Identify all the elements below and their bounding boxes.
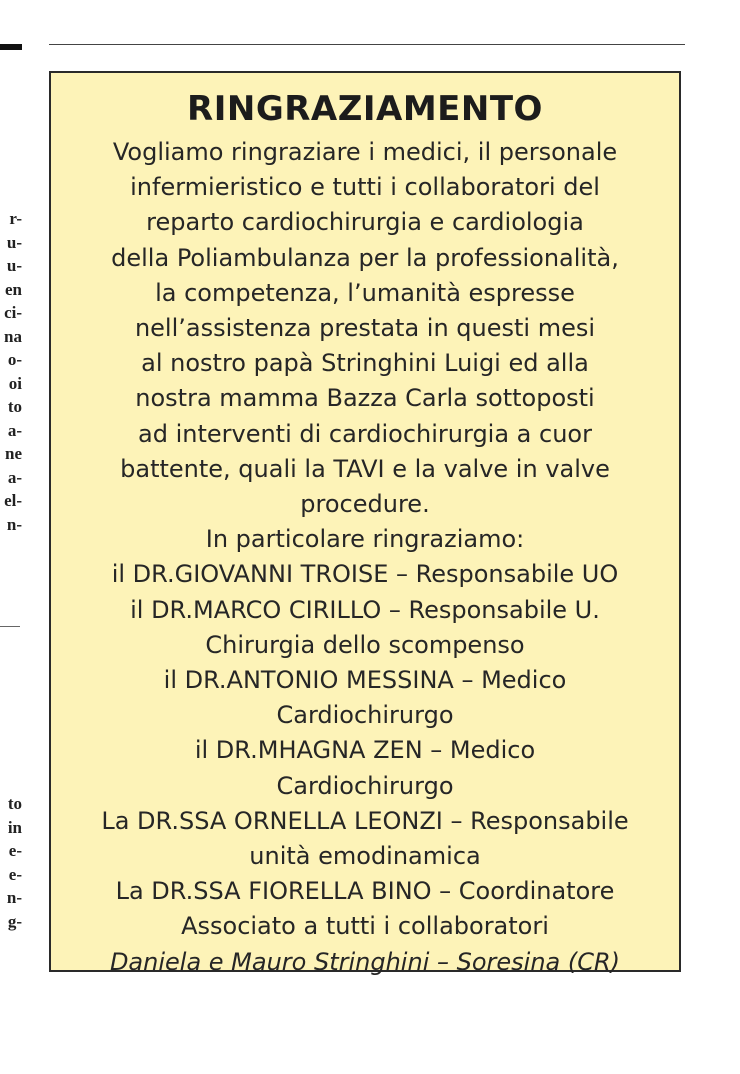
text-fragment: a- <box>7 467 22 487</box>
notice-line: In particolare ringraziamo: <box>205 525 525 554</box>
text-fragment: r- <box>9 209 22 228</box>
text-fragment: en <box>5 279 22 299</box>
text-fragment: u- <box>6 256 22 275</box>
notice-line: il DR.GIOVANNI TROISE – Responsabile UO <box>111 560 619 589</box>
notice-line: battente, quali la TAVI e la valve in valve <box>120 454 610 483</box>
text-fragment: e- <box>8 841 22 860</box>
text-fragment: a- <box>7 420 22 440</box>
notice-line: Cardiochirurgo <box>276 771 454 800</box>
text-fragment: n- <box>6 514 22 534</box>
left-column-rule <box>0 44 22 50</box>
text-fragment: e- <box>8 864 22 884</box>
notice-line: Chirurgia dello scompenso <box>205 630 525 659</box>
notice-line: il DR.MHAGNA ZEN – Medico <box>194 736 536 765</box>
text-fragment: o- <box>7 350 22 369</box>
notice-line: della Poliambulanza per la professionalità, <box>111 243 619 272</box>
text-fragment: u- <box>6 232 22 252</box>
notice-line: La DR.SSA ORNELLA LEONZI – Responsabile <box>101 806 629 835</box>
text-fragment: to <box>7 794 22 813</box>
notice-line: Cardiochirurgo <box>276 701 454 730</box>
left-column-fragments-top <box>4 207 22 536</box>
notice-line: Vogliamo ringraziare i medici, il personale <box>112 138 618 166</box>
notice-title: RINGRAZIAMENTO <box>187 89 543 129</box>
notice-line: la competenza, l’umanità espresse <box>155 278 575 307</box>
left-column-fragments-bottom <box>7 792 22 933</box>
notice-line: La DR.SSA FIORELLA BINO – Coordinatore <box>115 877 615 906</box>
text-fragment: oi <box>8 373 22 393</box>
text-fragment: n- <box>6 888 22 907</box>
notice-line: procedure. <box>300 490 430 519</box>
notice-body <box>51 135 679 980</box>
notice-line: il DR.ANTONIO MESSINA – Medico <box>163 666 567 695</box>
notice-signature: Daniela e Mauro Stringhini – Soresina (CR) <box>109 947 621 976</box>
left-column-divider <box>0 626 20 627</box>
notice-line: ad interventi di cardiochirurgia a cuor <box>138 419 592 448</box>
notice-line: reparto cardiochirurgia e cardiologia <box>146 208 584 237</box>
notice-line: nostra mamma Bazza Carla sottoposti <box>135 384 595 413</box>
text-fragment: g- <box>7 911 22 931</box>
notice-line: Associato a tutti i collaboratori <box>181 912 549 941</box>
notice-line: unità emodinamica <box>249 842 481 871</box>
text-fragment: el- <box>4 491 22 510</box>
notice-line: infermieristico e tutti i collaboratori del <box>130 173 600 202</box>
notice-line: il DR.MARCO CIRILLO – Responsabile U. <box>130 595 600 624</box>
text-fragment: na <box>4 326 22 346</box>
top-rule <box>49 44 685 45</box>
text-fragment: to <box>7 397 22 416</box>
text-fragment: ne <box>5 444 22 463</box>
notice-line: nell’assistenza prestata in questi mesi <box>134 314 596 343</box>
thank-you-notice <box>49 71 681 976</box>
text-fragment: ci- <box>4 303 22 322</box>
notice-line: al nostro papà Stringhini Luigi ed alla <box>141 349 589 378</box>
text-fragment: in <box>7 817 22 837</box>
